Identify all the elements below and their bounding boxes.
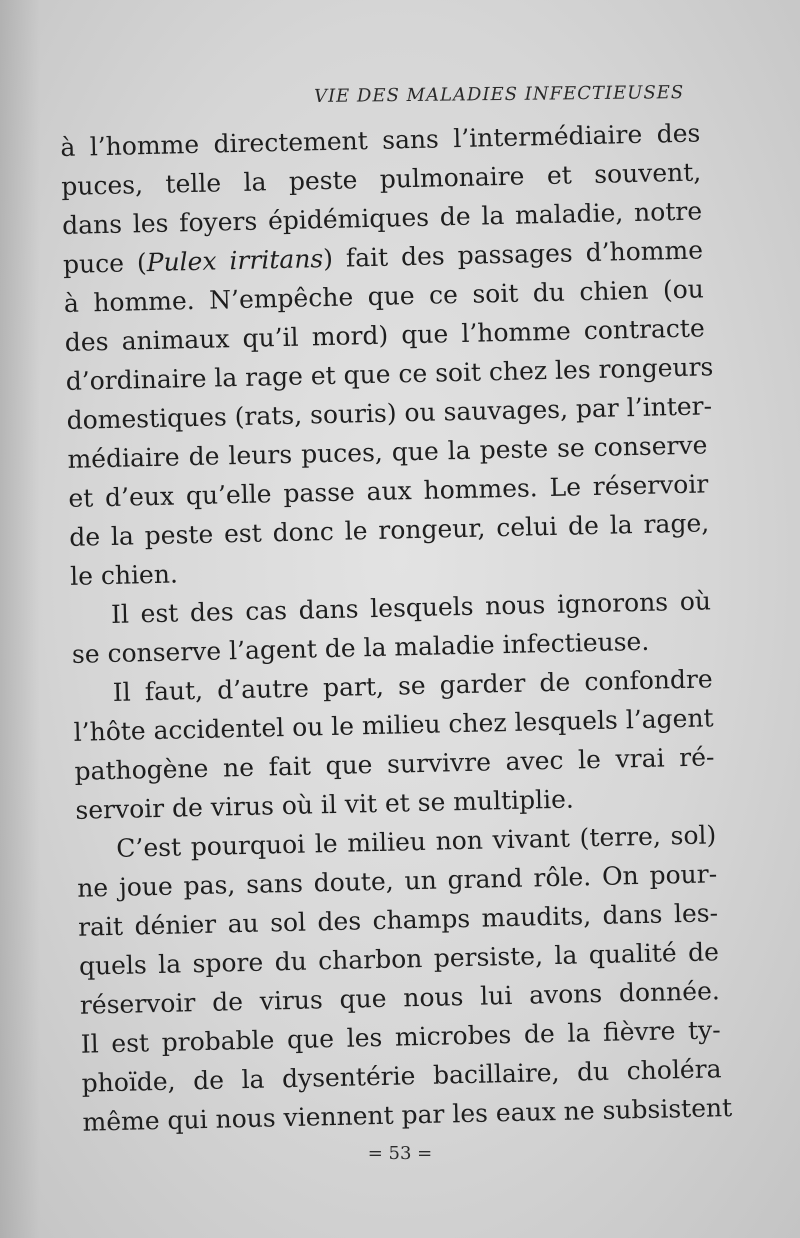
text-line-3: dans les foyers épidémiques de la maladie, notre <box>61 196 703 240</box>
text-line-24: Il est probable que les microbes de la fièvre ty- <box>80 1015 721 1059</box>
text-line-16: l’hôte accidentel ou le milieu chez lesquels l’agent <box>73 703 714 747</box>
text-line-9: médiaire de leurs puces, que la peste se conserve <box>67 430 708 474</box>
text-line-12: le chien. <box>69 559 179 591</box>
text-line-20: ne joue pas, sans doute, un grand rôle. On pour- <box>76 859 718 903</box>
text-line-15: Il faut, d’autre part, se garder de confondre <box>112 664 713 707</box>
text-line-13: Il est des cas dans lesquels nous ignorons où <box>110 586 712 629</box>
text-line-2: puces, telle la peste pulmonaire et souvent, <box>60 157 702 201</box>
text-line-4-close: ) <box>322 243 334 274</box>
text-line-11: de la peste est donc le rongeur, celui de la rage, <box>68 508 710 552</box>
text-line-5: à homme. N’empêche que ce soit du chien (ou <box>63 274 705 318</box>
text-line-25: phoïde, de la dysentérie bacillaire, du choléra <box>81 1054 722 1098</box>
text-line-19: C’est pourquoi le milieu non vivant (terre, sol) <box>116 820 717 863</box>
text-line-26: même qui nous viennent par les eaux ne subsistent <box>82 1093 733 1137</box>
text-line-14: se conserve l’agent de la maladie infectieuse. <box>71 626 650 669</box>
body-text <box>60 113 733 1141</box>
species-name-italic: Pulex irritans <box>146 244 324 278</box>
text-line-10: et d’eux qu’elle passe aux hommes. Le réservoir <box>68 469 709 513</box>
text-line-8: domestiques (rats, souris) ou sauvages, par l’inter- <box>66 391 713 435</box>
text-line-18: servoir de virus où il vit et se multiplie. <box>75 784 575 825</box>
text-line-6: des animaux qu’il mord) que l’homme contracte <box>64 313 706 357</box>
text-line-1: à l’homme directement sans l’intermédiaire des <box>60 118 701 162</box>
text-line-4-prefix: puce ( <box>62 248 148 279</box>
text-line-21: rait dénier au sol des champs maudits, dans les- <box>77 898 719 942</box>
page-number: = 53 = <box>367 1143 433 1164</box>
text-line-7: d’ordinaire la rage et que ce soit chez les rongeurs <box>65 352 714 396</box>
text-line-4-rest: fait des passages d’homme <box>345 235 704 273</box>
text-line-17: pathogène ne fait que survivre avec le vrai ré- <box>74 742 715 786</box>
running-header: VIE DES MALADIES INFECTIEUSES <box>313 82 685 107</box>
text-line-22: quels la spore du charbon persiste, la qualité de <box>78 937 720 981</box>
text-line-23: réservoir de virus que nous lui avons donnée. <box>79 976 721 1020</box>
